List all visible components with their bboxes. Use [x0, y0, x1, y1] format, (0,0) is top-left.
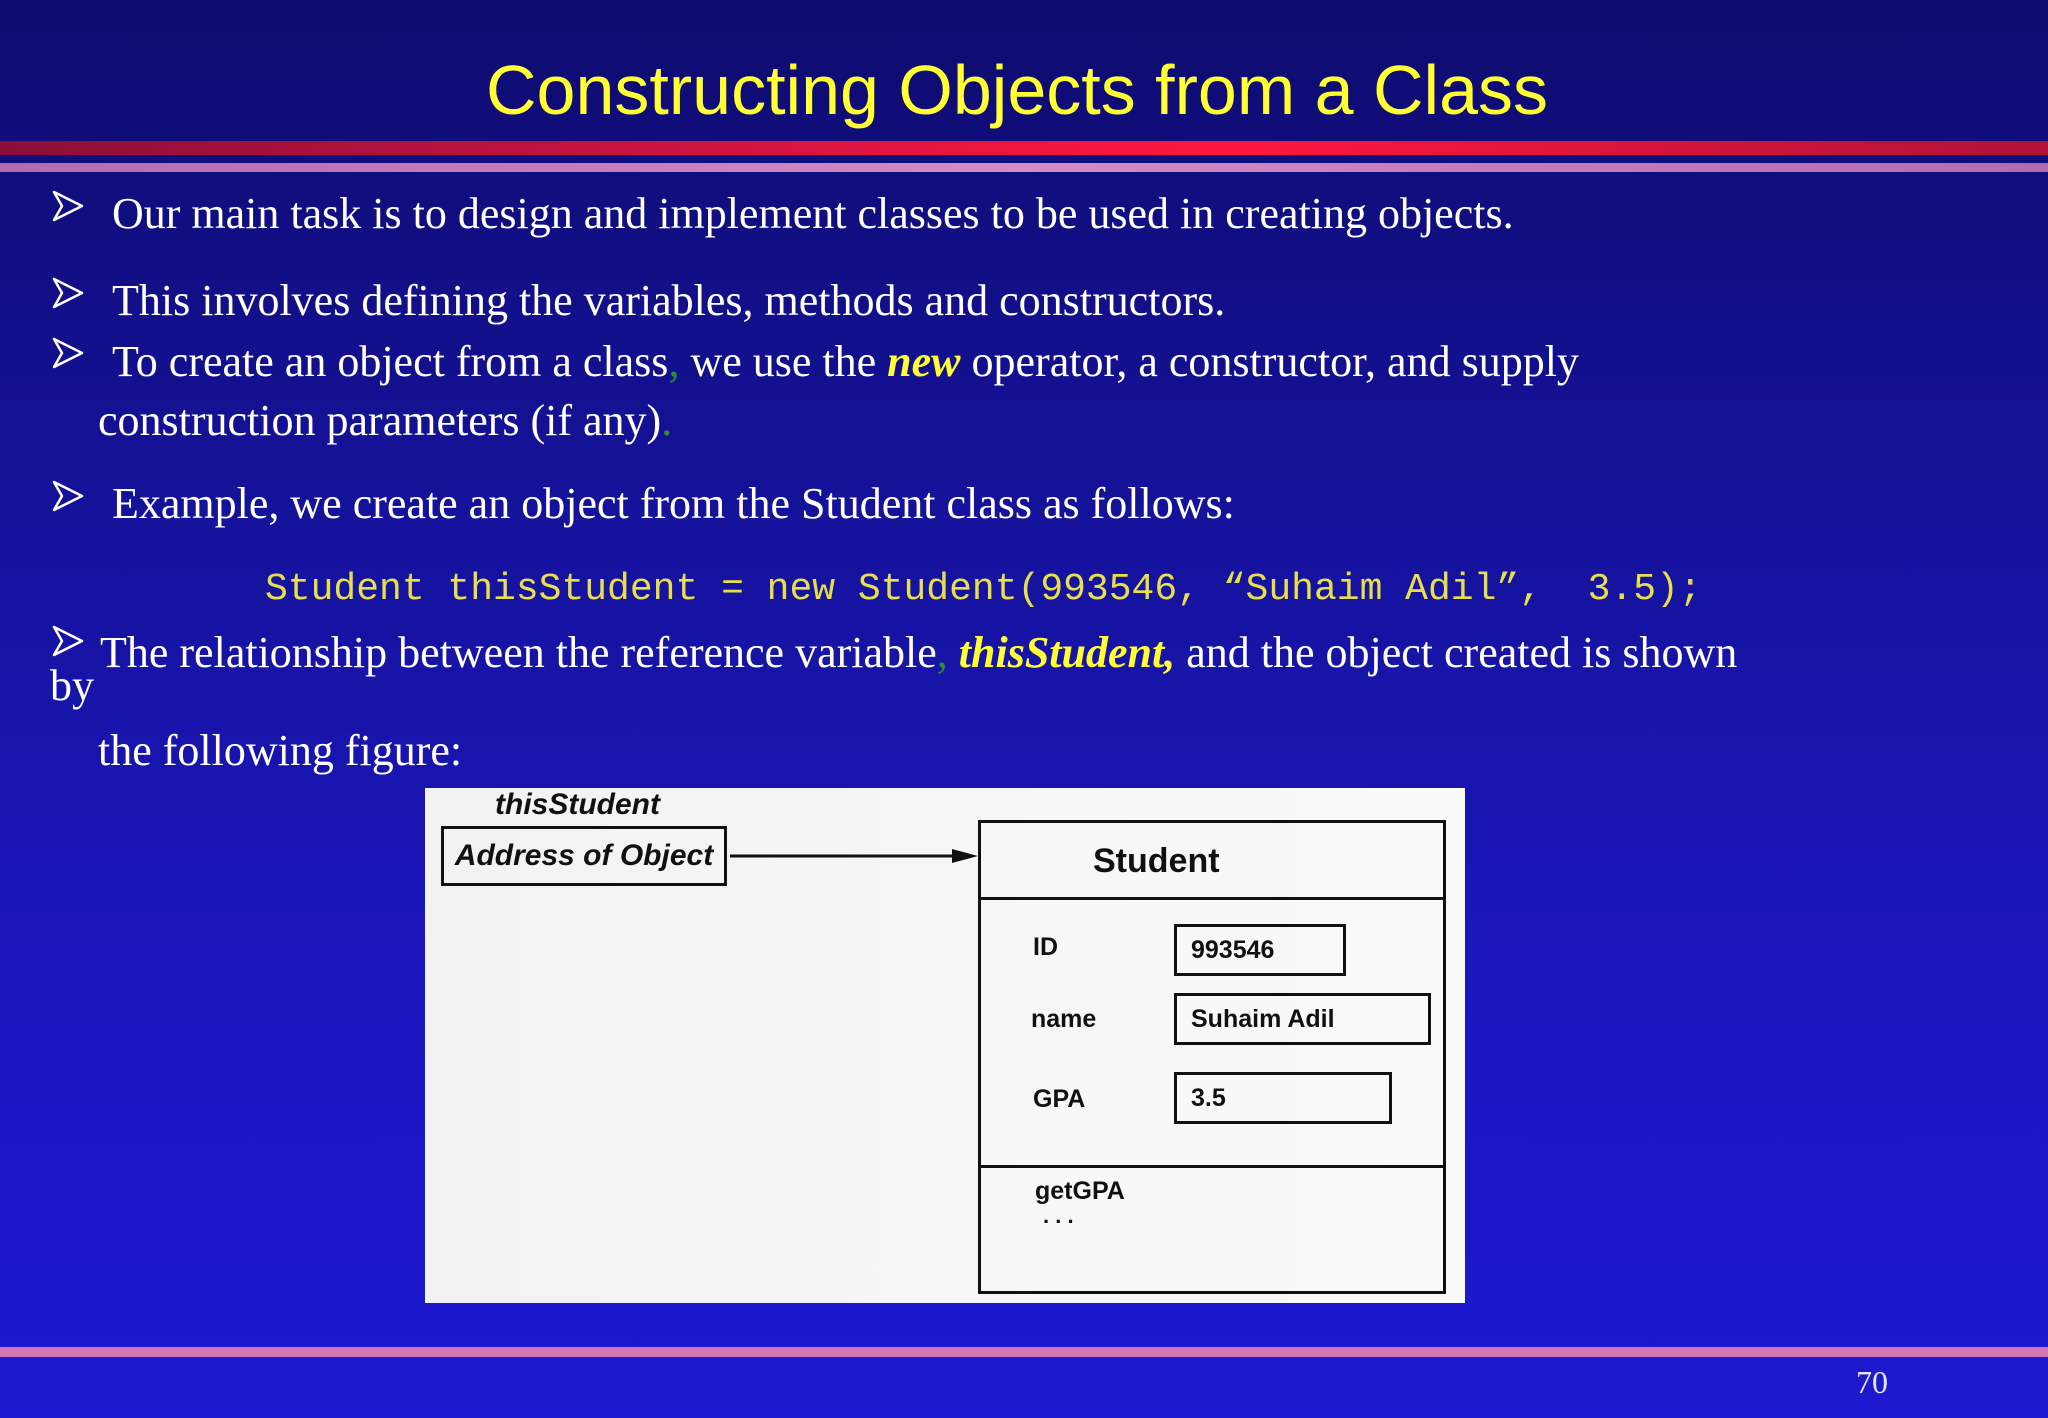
keyword-new: new — [887, 337, 961, 386]
bullet-text-5-by: by — [50, 661, 94, 710]
bullet-3-text-a: To create an object from a class — [112, 337, 669, 386]
arrowhead-bullet-icon — [52, 337, 84, 369]
bullet-3-comma: , — [668, 337, 680, 386]
field-label-gpa: GPA — [1033, 1085, 1086, 1113]
page-number: 70 — [1856, 1364, 1888, 1400]
arrowhead-bullet-icon — [52, 625, 84, 657]
arrowhead-bullet-icon — [52, 480, 84, 512]
bullet-text-4: Example, we create an object from the Student class as follows: — [112, 479, 1235, 528]
object-reference-figure — [425, 788, 1465, 1303]
field-value-id: 993546 — [1174, 924, 1346, 976]
method-ellipsis: . . . — [1043, 1203, 1074, 1228]
bullet-5-comma: , — [936, 628, 948, 677]
footer-divider — [0, 1347, 2048, 1357]
field-label-name: name — [1031, 1005, 1097, 1033]
field-label-id: ID — [1033, 933, 1058, 961]
methods-divider — [981, 1165, 1443, 1168]
bullet-text-3-line2 — [98, 395, 672, 447]
method-getgpa: getGPA — [1035, 1177, 1125, 1205]
title-divider-red — [0, 141, 2048, 155]
slide-title: Constructing Objects from a Class — [485, 51, 1549, 129]
field-value-name: Suhaim Adil — [1174, 993, 1431, 1045]
bullet-3-text-c: operator, a constructor, and supply — [960, 337, 1579, 386]
bullet-3-line2-text: construction parameters (if any) — [98, 396, 662, 445]
bullet-text-5 — [100, 627, 1737, 679]
bullet-text-1: Our main task is to design and implement classes to be used in creating objects. — [112, 189, 1514, 238]
bullet-3-text-b: we use the — [679, 337, 888, 386]
figure-variable-name: thisStudent — [495, 788, 660, 821]
bullet-text-2: This involves defining the variables, methods and constructors. — [112, 276, 1226, 325]
keyword-this-student: thisStudent, — [947, 628, 1176, 677]
bullet-5-text-b: and the object created is shown — [1175, 628, 1738, 677]
bullet-3-dot: . — [661, 396, 673, 445]
field-value-gpa: 3.5 — [1174, 1072, 1392, 1124]
figure-object-box — [978, 820, 1446, 1294]
arrowhead-bullet-icon — [52, 277, 84, 309]
bullet-text-3 — [112, 336, 1579, 388]
code-line: Student thisStudent = new Student(993546, “Suhaim Adil”, 3.5); — [265, 568, 1702, 611]
title-divider-pink — [0, 163, 2048, 172]
figure-class-name: Student — [981, 823, 1443, 900]
bullet-text-5-line2: the following figure: — [98, 726, 463, 775]
bullet-5-text-a: The relationship between the reference variable — [100, 628, 937, 677]
arrowhead-bullet-icon — [52, 190, 84, 222]
reference-arrow-icon — [730, 846, 980, 866]
figure-reference-box: Address of Object — [441, 826, 727, 886]
